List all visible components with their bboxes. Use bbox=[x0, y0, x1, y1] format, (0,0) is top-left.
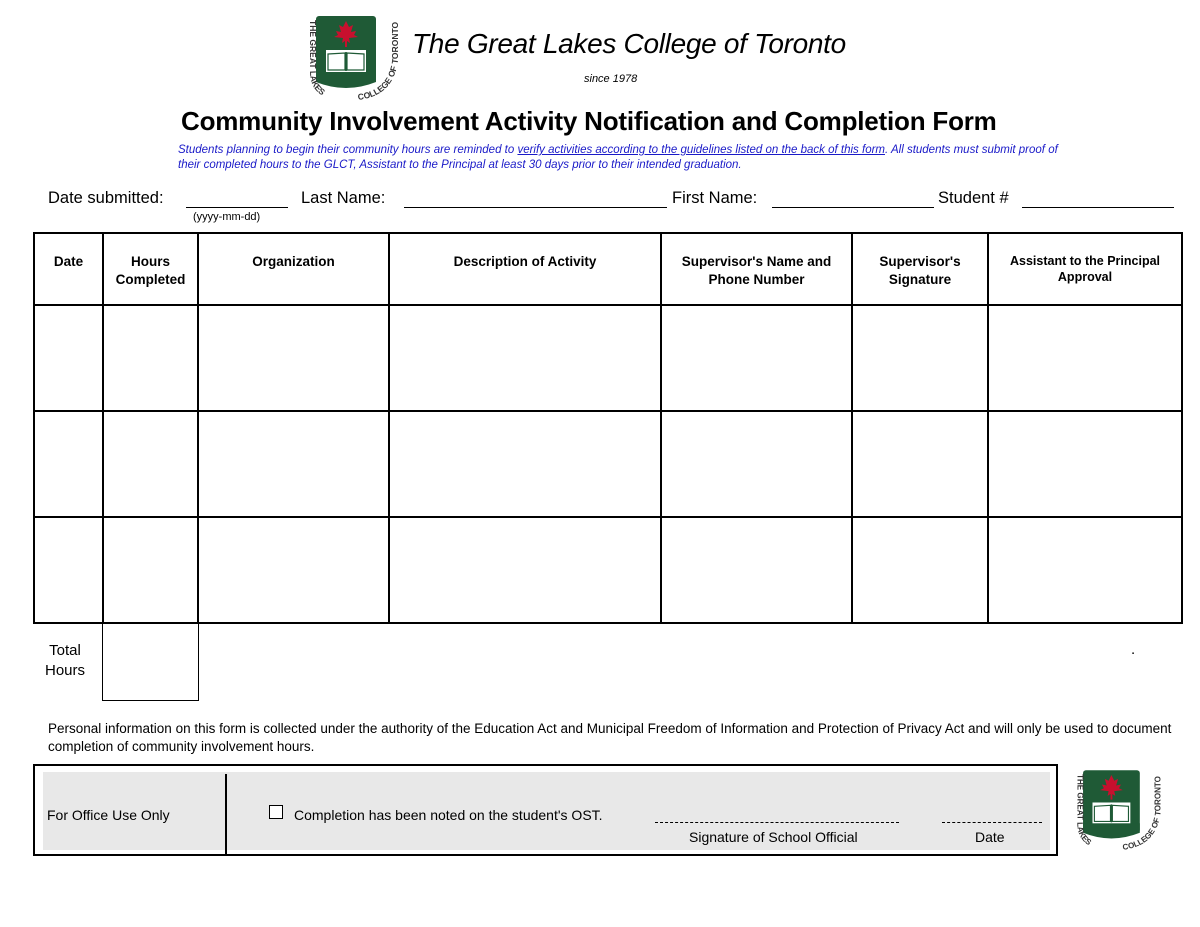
cell-organization[interactable] bbox=[198, 517, 389, 623]
cell-supervisor-name[interactable] bbox=[661, 517, 852, 623]
total-label-line1: Total bbox=[49, 642, 81, 659]
signature-field[interactable] bbox=[655, 822, 899, 823]
college-logo bbox=[298, 12, 410, 106]
college-crest-icon bbox=[1066, 764, 1172, 858]
first-name-field[interactable] bbox=[772, 207, 934, 208]
svg-text:COLLEGE OF TORONTO: COLLEGE OF TORONTO bbox=[356, 21, 401, 103]
col-header-supervisor-signature: Supervisor's Signature bbox=[852, 233, 988, 305]
col-header-hours: Hours Completed bbox=[103, 233, 198, 305]
cell-approval[interactable] bbox=[988, 305, 1182, 411]
svg-text:THE GREAT LAKES: THE GREAT LAKES bbox=[1075, 774, 1094, 848]
col-header-organization: Organization bbox=[198, 233, 389, 305]
completion-checkbox[interactable] bbox=[269, 805, 283, 819]
office-divider bbox=[225, 774, 227, 856]
last-name-field[interactable] bbox=[404, 207, 667, 208]
last-name-label: Last Name: bbox=[301, 189, 386, 207]
college-name: The Great Lakes College of Toronto bbox=[412, 28, 846, 59]
cell-hours[interactable] bbox=[103, 517, 198, 623]
office-use-label: For Office Use Only bbox=[47, 807, 170, 823]
college-crest-icon bbox=[298, 12, 410, 106]
form-title: Community Involvement Activity Notification and Completion Form bbox=[181, 106, 997, 136]
activity-table bbox=[33, 232, 1183, 624]
table-row bbox=[34, 305, 1182, 411]
cell-supervisor-signature[interactable] bbox=[852, 517, 988, 623]
cell-date[interactable] bbox=[34, 411, 103, 517]
cell-organization[interactable] bbox=[198, 411, 389, 517]
cell-date[interactable] bbox=[34, 305, 103, 411]
total-label-line2: Hours bbox=[45, 662, 86, 679]
svg-text:COLLEGE OF TORONTO: COLLEGE OF TORONTO bbox=[1121, 776, 1163, 852]
office-date-label: Date bbox=[975, 829, 1005, 845]
cell-description[interactable] bbox=[389, 305, 661, 411]
cell-hours[interactable] bbox=[103, 411, 198, 517]
date-submitted-field[interactable] bbox=[186, 207, 288, 208]
completion-text: Completion has been noted on the student's OST. bbox=[294, 807, 603, 823]
svg-text:THE GREAT LAKES: THE GREAT LAKES bbox=[307, 20, 328, 98]
col-header-date: Date bbox=[34, 233, 103, 305]
cell-organization[interactable] bbox=[198, 305, 389, 411]
cell-supervisor-signature[interactable] bbox=[852, 305, 988, 411]
total-hours-label bbox=[45, 641, 85, 681]
student-info-fields bbox=[48, 189, 1178, 211]
stray-mark: . bbox=[1131, 641, 1136, 658]
date-format-hint: (yyyy-mm-dd) bbox=[193, 211, 261, 223]
cell-approval[interactable] bbox=[988, 517, 1182, 623]
cell-description[interactable] bbox=[389, 411, 661, 517]
date-submitted-label: Date submitted: bbox=[48, 189, 164, 207]
table-header-row bbox=[34, 233, 1182, 305]
cell-hours[interactable] bbox=[103, 305, 198, 411]
office-date-field[interactable] bbox=[942, 822, 1042, 823]
instructions-suffix: . All students must submit proof of their completed hours to the GLCT, Assistant to the Principal at least 30 days prior to their intended graduation. bbox=[178, 144, 1058, 171]
office-use-section bbox=[33, 764, 1058, 856]
col-header-supervisor-name: Supervisor's Name and Phone Number bbox=[661, 233, 852, 305]
table-row bbox=[34, 411, 1182, 517]
total-hours-field[interactable] bbox=[102, 620, 199, 701]
table-row bbox=[34, 517, 1182, 623]
cell-description[interactable] bbox=[389, 517, 661, 623]
instructions-prefix: Students planning to begin their community hours are reminded to bbox=[178, 144, 518, 156]
col-header-approval: Assistant to the Principal Approval bbox=[988, 233, 1182, 305]
cell-approval[interactable] bbox=[988, 411, 1182, 517]
cell-supervisor-signature[interactable] bbox=[852, 411, 988, 517]
cell-supervisor-name[interactable] bbox=[661, 305, 852, 411]
guidelines-link[interactable]: verify activities according to the guidelines listed on the back of this form bbox=[517, 144, 885, 156]
instructions bbox=[178, 143, 1058, 173]
cell-date[interactable] bbox=[34, 517, 103, 623]
since-year: since 1978 bbox=[584, 73, 638, 85]
cell-supervisor-name[interactable] bbox=[661, 411, 852, 517]
student-number-label: Student # bbox=[938, 189, 1009, 207]
col-header-description: Description of Activity bbox=[389, 233, 661, 305]
first-name-label: First Name: bbox=[672, 189, 758, 207]
college-logo-small bbox=[1066, 764, 1172, 858]
signature-label: Signature of School Official bbox=[689, 829, 858, 845]
privacy-notice: Personal information on this form is collected under the authority of the Education Act and Municipal Freedom of Information and Protection of Privacy Act and will only be used to document completion of community involvement hours. bbox=[48, 721, 1172, 754]
student-number-field[interactable] bbox=[1022, 207, 1174, 208]
